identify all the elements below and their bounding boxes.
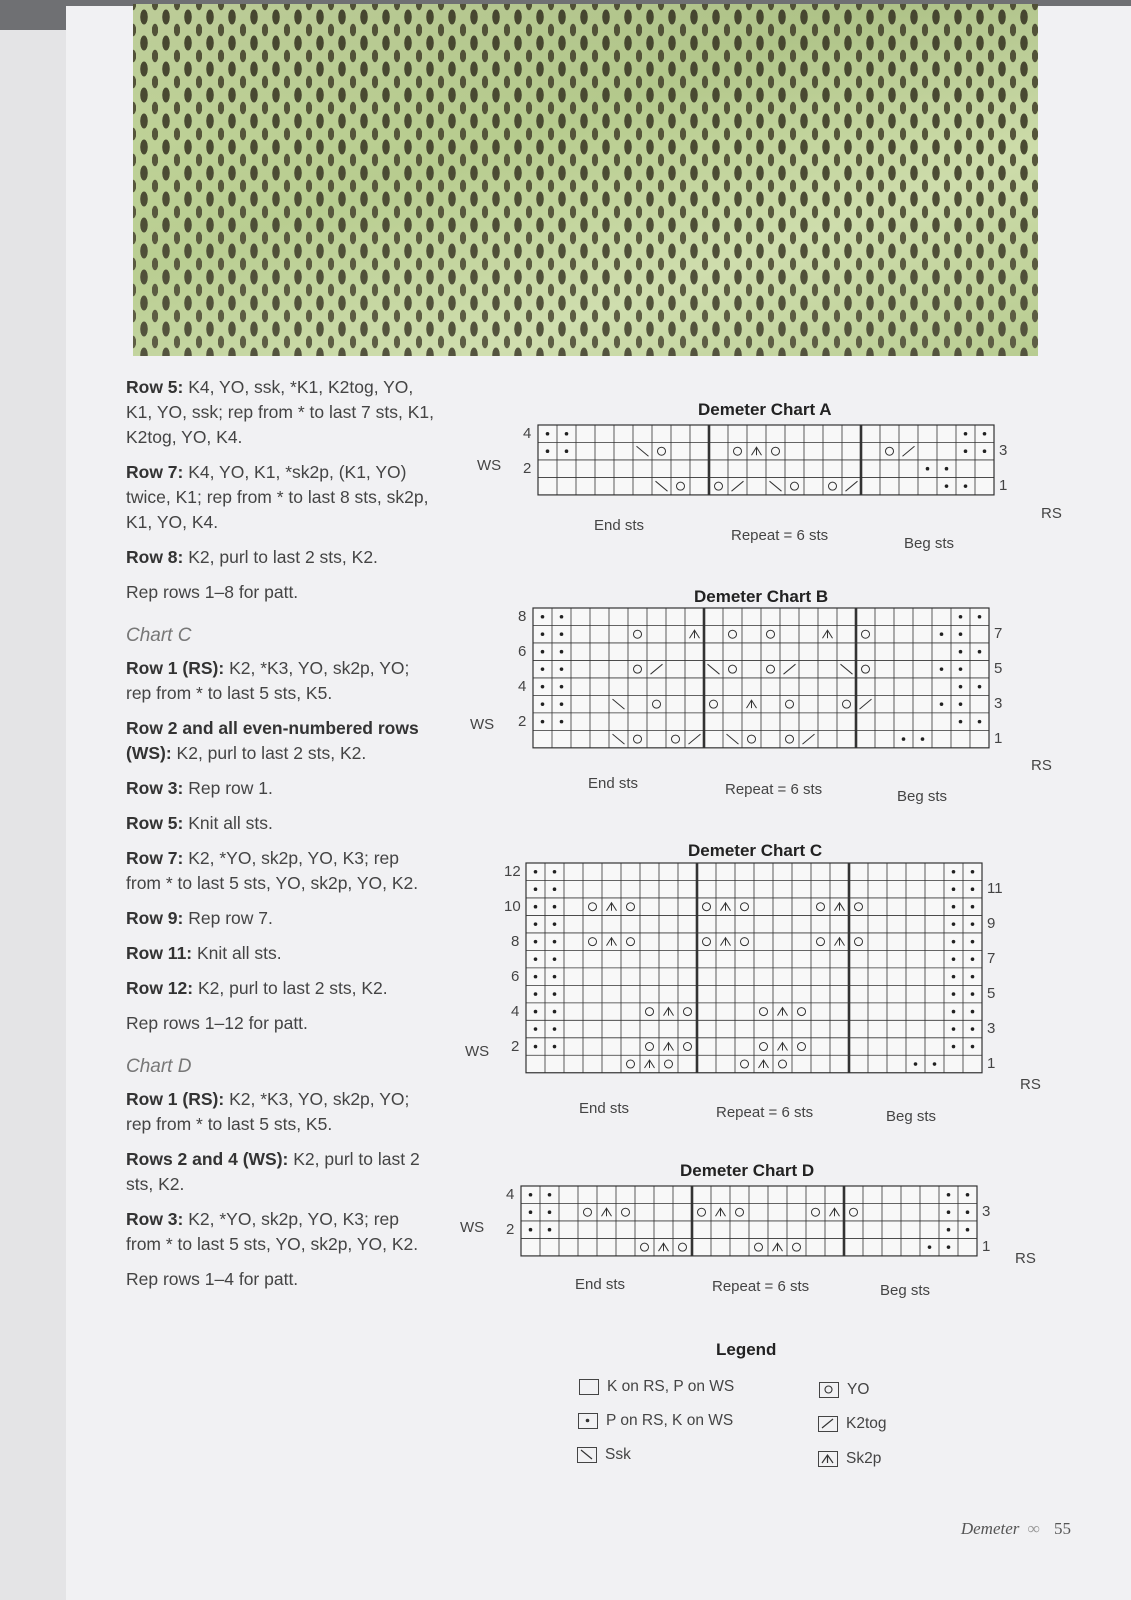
row-number: 6 [511,967,520,985]
instruction-row [126,375,436,450]
row-number: 1 [994,730,1003,748]
row-text: K2, purl to last 2 sts, K2. [171,743,367,763]
chart-d-ws-label: WS [460,1219,485,1236]
purl-stitch [560,632,564,636]
row-label: Row 5: [126,813,184,833]
purl-stitch [947,1245,951,1249]
purl-stitch [952,1010,956,1014]
purl-stitch [553,870,557,874]
legend-label: Ssk [605,1446,631,1463]
purl-stitch [952,940,956,944]
purl-stitch [560,650,564,654]
purl-stitch [546,432,550,436]
row-number: 5 [987,985,996,1003]
row-text: Rep rows 1–8 for patt. [126,582,299,602]
instruction-row [126,580,436,605]
purl-stitch [952,887,956,891]
purl-stitch [553,905,557,909]
k2tog-symbol-icon [818,1416,838,1432]
row-label: Row 11: [126,943,193,963]
row-text: Rep row 7. [183,908,273,928]
row-label: Row 8: [126,547,184,567]
purl-stitch [534,992,538,996]
chart-b-ws-label: WS [470,716,495,733]
purl-stitch [541,667,545,671]
row-label: Row 9: [126,908,184,928]
purl-stitch [921,737,925,741]
purl-stitch [971,975,975,979]
purl-stitch [534,870,538,874]
row-number: 4 [511,1002,520,1020]
purl-stitch [945,484,949,488]
purl-stitch [964,432,968,436]
row-text: K2, purl to last 2 sts, K2. [193,978,388,998]
row-number: 8 [518,607,527,625]
row-number: 2 [506,1220,515,1238]
purl-stitch [952,905,956,909]
purl-stitch [534,957,538,961]
legend-label: YO [847,1381,870,1398]
row-number: 3 [987,1020,996,1038]
chart-b-end-label: End sts [588,775,639,792]
legend-item-knit [579,1378,734,1396]
row-text: K2, *YO, sk2p, YO, K3; rep from * to last 5 sts, YO, sk2p, YO, K2. [126,1209,419,1254]
purl-stitch [959,667,963,671]
row-number: 3 [982,1203,991,1221]
purl-stitch [553,992,557,996]
purl-stitch [534,975,538,979]
purl-stitch [541,702,545,706]
adjacent-page-edge [0,30,70,1600]
purl-stitch [560,720,564,724]
instruction-row [126,1087,436,1137]
instruction-row [126,976,436,1001]
purl-stitch [978,615,982,619]
row-number: 4 [518,677,527,695]
purl-stitch [952,1027,956,1031]
legend-item-purl [578,1412,733,1430]
purl-stitch [940,632,944,636]
chart-b-grid [531,606,1001,766]
chart-a-rs-label: RS [1041,505,1062,522]
pattern-instructions [126,375,436,1302]
purl-stitch [928,1245,932,1249]
purl-stitch [947,1228,951,1232]
legend-item-k2tog [818,1415,887,1433]
purl-stitch [959,685,963,689]
instruction-row [126,1207,436,1257]
purl-stitch [529,1210,533,1214]
row-text: K4, YO, K1, *sk2p, (K1, YO) twice, K1; rep from * to last 8 sts, sk2p, K1, YO, K4. [126,462,429,532]
chart-a-end-label: End sts [594,517,645,534]
row-text: Knit all sts. [183,813,273,833]
row-number: 4 [523,424,532,442]
row-text: K2, purl to last 2 sts, K2. [183,547,378,567]
row-label: Row 7: [126,462,184,482]
purl-stitch [534,922,538,926]
page-footer [961,1519,1071,1539]
instruction-row [126,846,436,896]
yo-symbol-icon [819,1382,839,1398]
purl-stitch [553,940,557,944]
chart-c-title: Demeter Chart C [688,841,823,860]
instruction-row [126,716,436,766]
footer-ornament-icon: ∞ [1027,1519,1040,1538]
purl-stitch [914,1062,918,1066]
purl-stitch [560,615,564,619]
purl-stitch [541,685,545,689]
row-number: 7 [994,625,1003,643]
purl-stitch [560,702,564,706]
purl-stitch [940,667,944,671]
purl-stitch [548,1193,552,1197]
chart-a-title: Demeter Chart A [698,400,832,419]
purl-stitch [971,957,975,961]
purl-stitch [966,1210,970,1214]
chart-a-grid [536,423,1006,523]
purl-stitch [971,940,975,944]
legend-title: Legend [716,1340,777,1359]
purl-stitch [947,1210,951,1214]
row-text: Rep row 1. [183,778,273,798]
chart-d-end-label: End sts [575,1276,626,1293]
purl-stitch [959,615,963,619]
row-number: 9 [987,915,996,933]
row-number: 1 [999,477,1008,495]
purl-stitch [902,737,906,741]
lace-shawl-photo [133,4,1038,356]
chart-b-title: Demeter Chart B [694,587,829,606]
row-number: 5 [994,660,1003,678]
purl-stitch [560,667,564,671]
row-label: Row 1 (RS): [126,1089,225,1109]
instruction-row [126,1011,436,1036]
purl-stitch [560,685,564,689]
chart-c-rs-label: RS [1020,1076,1041,1093]
sk2p-symbol-icon [818,1451,838,1467]
section-heading: Chart C [126,625,192,646]
purl-stitch [534,887,538,891]
row-text: K2, purl to last 2 sts, K2. [126,1149,420,1194]
chart-d-title: Demeter Chart D [680,1161,815,1180]
purl-stitch [541,615,545,619]
row-number: 10 [504,897,521,915]
purl-stitch [978,720,982,724]
purl-stitch [947,1193,951,1197]
purl-stitch [529,1193,533,1197]
chart-c-grid [524,861,994,1093]
purl-stitch [971,1010,975,1014]
purl-stitch [926,467,930,471]
ssk-symbol-icon [577,1447,597,1463]
purl-stitch [565,432,569,436]
row-number: 12 [504,862,521,880]
purl-stitch [971,1027,975,1031]
purl-stitch [548,1228,552,1232]
chart-a-ws-label: WS [477,457,502,474]
purl-stitch [971,870,975,874]
purl-stitch [983,449,987,453]
purl-stitch [971,992,975,996]
legend-label: K2tog [846,1415,887,1432]
row-number: 2 [523,459,532,477]
purl-symbol-icon [578,1413,598,1429]
purl-stitch [553,1027,557,1031]
purl-stitch [952,922,956,926]
row-label: Row 12: [126,978,194,998]
chart-d-grid [519,1184,989,1284]
row-number: 1 [982,1238,991,1256]
purl-stitch [971,887,975,891]
row-label: Row 7: [126,848,184,868]
purl-stitch [959,720,963,724]
purl-stitch [553,922,557,926]
row-text: K4, YO, ssk, *K1, K2tog, YO, K1, YO, ssk; rep from * to last 7 sts, K1, K2tog, YO, K4. [126,377,434,447]
row-label: Row 5: [126,377,184,397]
row-number: 8 [511,932,520,950]
purl-stitch [541,650,545,654]
instruction-row [126,776,436,801]
instruction-row [126,545,436,570]
purl-stitch [964,449,968,453]
purl-stitch [952,870,956,874]
instruction-row [126,1147,436,1197]
row-number: 11 [987,880,1003,898]
purl-stitch [553,975,557,979]
purl-stitch [978,650,982,654]
purl-stitch [983,432,987,436]
purl-stitch [945,467,949,471]
legend-item-ssk [577,1446,631,1464]
purl-stitch [529,1228,533,1232]
legend-item-sk2p [818,1450,881,1468]
chart-c-repeat-label: Repeat = 6 sts [716,1104,814,1121]
chart-b-rs-label: RS [1031,757,1052,774]
instruction-row [126,460,436,535]
purl-stitch [964,484,968,488]
row-text: K2, *K3, YO, sk2p, YO; rep from * to last 5 sts, K5. [126,658,410,703]
section-heading: Chart D [126,1056,192,1077]
row-number: 3 [999,442,1008,460]
chart-d-repeat-label: Repeat = 6 sts [712,1278,810,1295]
row-label: Row 3: [126,778,184,798]
row-number: 1 [987,1055,996,1073]
row-text: K2, *YO, sk2p, YO, K3; rep from * to last 5 sts, YO, sk2p, YO, K2. [126,848,419,893]
purl-stitch [978,685,982,689]
row-text: Knit all sts. [192,943,282,963]
knit-symbol-icon [579,1379,599,1395]
purl-stitch [952,975,956,979]
purl-stitch [546,449,550,453]
purl-stitch [971,1045,975,1049]
row-number: 7 [987,950,996,968]
chart-a-repeat-label: Repeat = 6 sts [731,527,829,544]
chart-b-beg-label: Beg sts [897,788,948,805]
purl-stitch [966,1193,970,1197]
instruction-row [126,1267,436,1292]
row-number: 2 [518,712,527,730]
page-number: 55 [1054,1519,1071,1538]
purl-stitch [971,905,975,909]
instruction-row [126,906,436,931]
chart-a-beg-label: Beg sts [904,535,955,552]
row-text: Rep rows 1–4 for patt. [126,1269,299,1289]
purl-stitch [534,905,538,909]
purl-stitch [952,992,956,996]
purl-stitch [959,650,963,654]
instruction-row [126,656,436,706]
chart-b-repeat-label: Repeat = 6 sts [725,781,823,798]
purl-stitch [959,632,963,636]
purl-stitch [952,1045,956,1049]
purl-stitch [940,702,944,706]
purl-stitch [541,632,545,636]
purl-stitch [966,1228,970,1232]
legend-item-yo [819,1381,869,1399]
purl-stitch [933,1062,937,1066]
row-text: K2, *K3, YO, sk2p, YO; rep from * to last 5 sts, K5. [126,1089,410,1134]
purl-stitch [553,1045,557,1049]
row-label: Row 1 (RS): [126,658,225,678]
legend-label: K on RS, P on WS [607,1378,735,1395]
purl-stitch [534,1045,538,1049]
row-text: Rep rows 1–12 for patt. [126,1013,308,1033]
instruction-row [126,811,436,836]
row-number: 2 [511,1037,520,1055]
purl-stitch [534,1027,538,1031]
purl-stitch [959,702,963,706]
chart-c-beg-label: Beg sts [886,1108,937,1125]
purl-stitch [553,957,557,961]
purl-stitch [971,922,975,926]
row-number: 6 [518,642,527,660]
purl-stitch [952,957,956,961]
row-label: Row 2 and all even-numbered rows (WS): [126,718,419,763]
chart-d-beg-label: Beg sts [880,1282,931,1299]
row-label: Rows 2 and 4 (WS): [126,1149,289,1169]
purl-stitch [565,449,569,453]
purl-stitch [553,887,557,891]
row-label: Row 3: [126,1209,184,1229]
chart-c-ws-label: WS [465,1043,490,1060]
row-number: 4 [506,1185,515,1203]
purl-stitch [548,1210,552,1214]
purl-stitch [553,1010,557,1014]
chart-c-end-label: End sts [579,1100,630,1117]
purl-stitch [541,720,545,724]
footer-pattern-name: Demeter [960,1519,1020,1538]
instruction-row [126,941,436,966]
purl-stitch [534,1010,538,1014]
row-number: 3 [994,695,1003,713]
chart-d-rs-label: RS [1015,1250,1036,1267]
purl-stitch [534,940,538,944]
legend-label: Sk2p [846,1450,882,1467]
legend-label: P on RS, K on WS [606,1412,734,1429]
